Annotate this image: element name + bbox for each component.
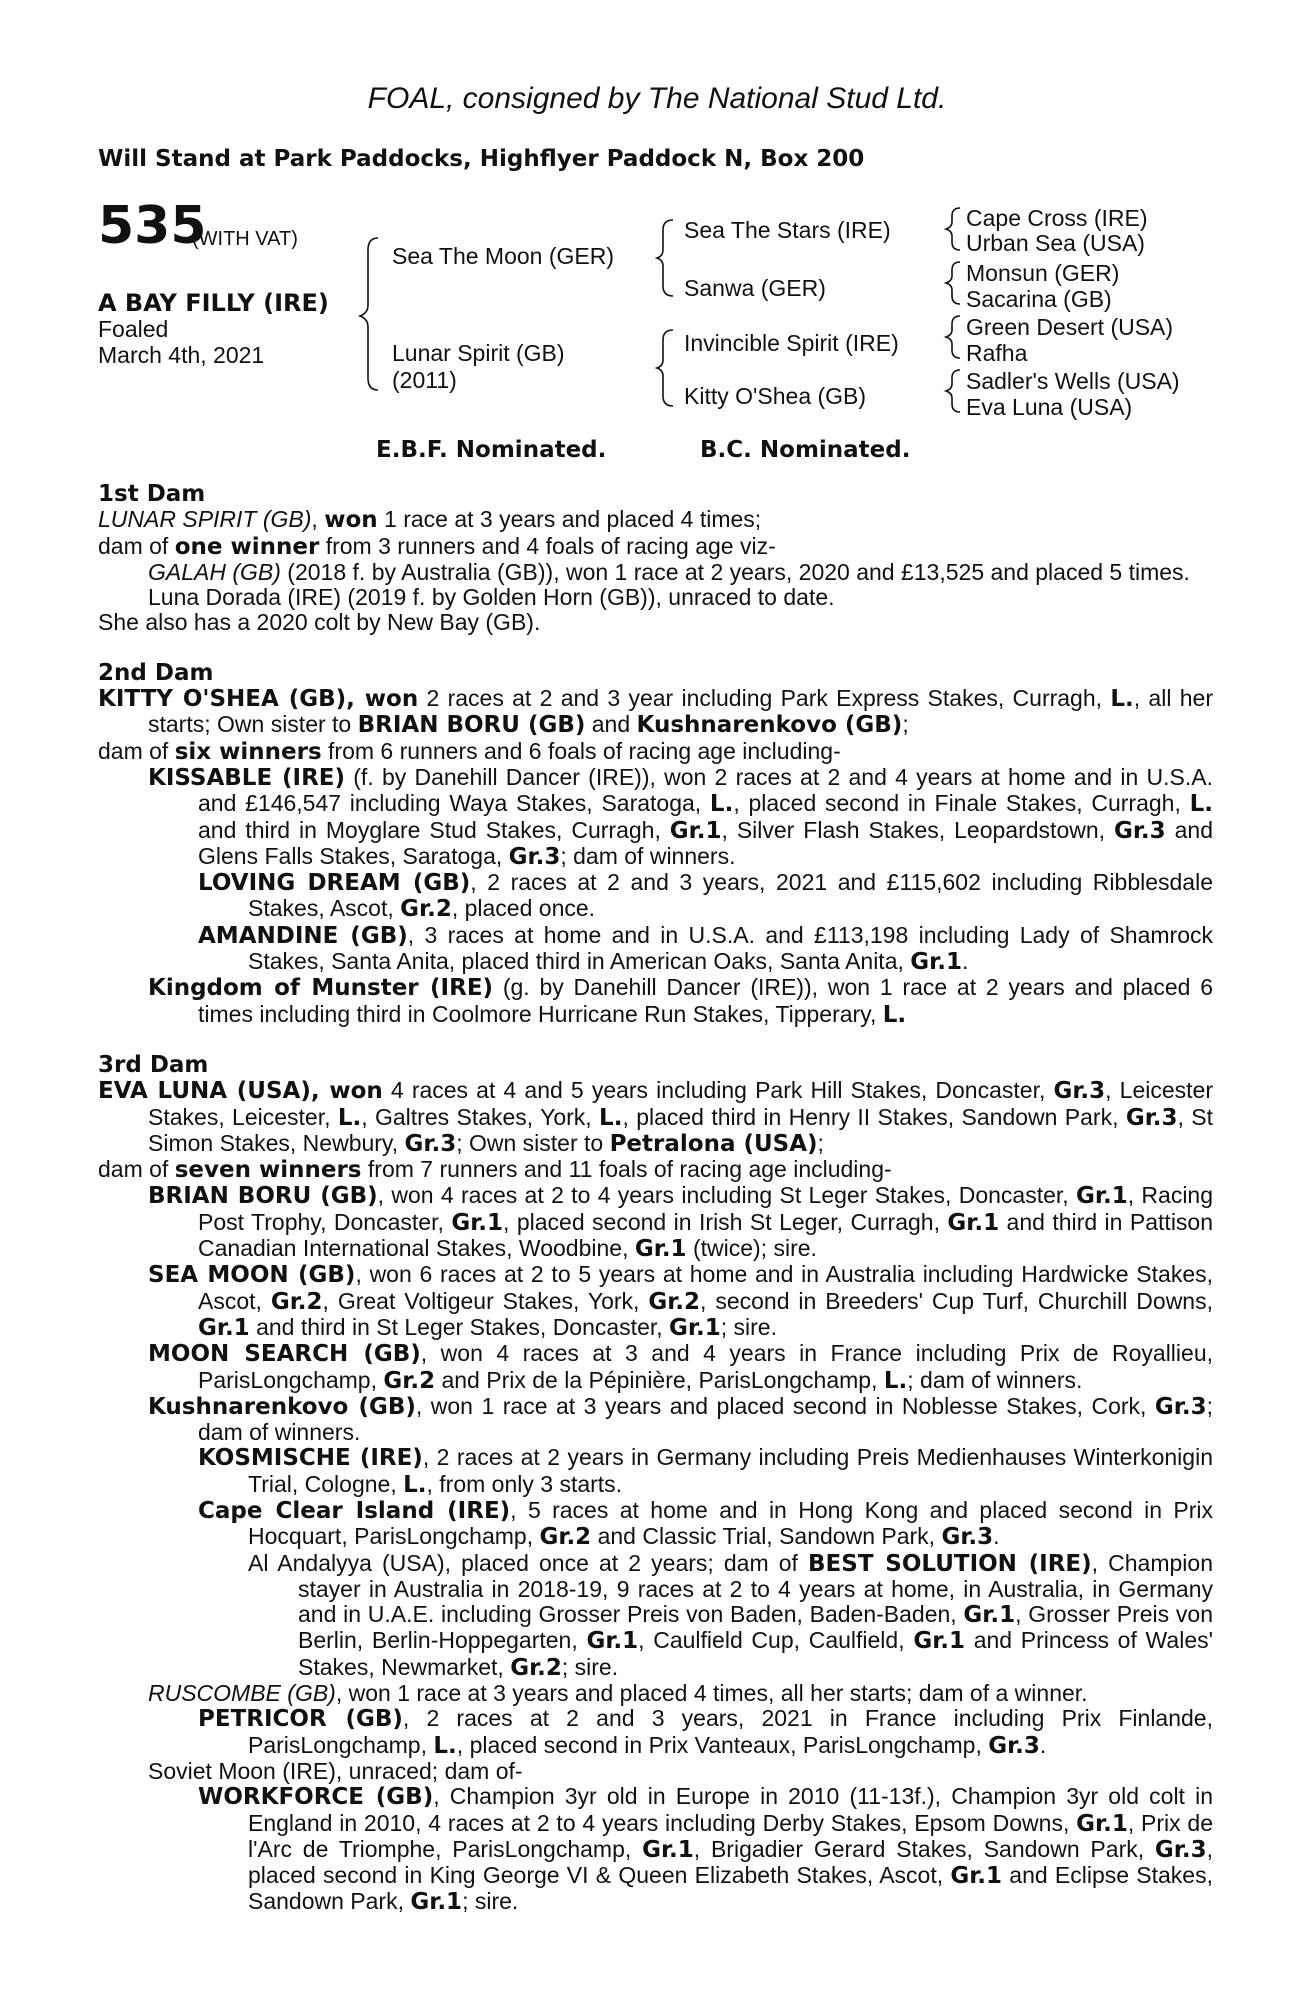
first-dam-line: LUNAR SPIRIT (GB), won 1 race at 3 years and placed 4 times; xyxy=(98,506,762,534)
bracket-dam xyxy=(657,330,673,406)
consignor-heading: FOAL, consigned by The National Stud Ltd. xyxy=(367,82,947,115)
pedigree-dam: Lunar Spirit (GB) xyxy=(392,340,565,366)
produce-luna-dorada: Luna Dorada (IRE) (2019 f. by Golden Horn (GB)), unraced to date. xyxy=(148,584,835,611)
produce-sea-moon: SEA MOON (GB), won 6 races at 2 to 5 years at home and in Australia including Hardwicke Stakes, Ascot, Gr.2, Great Voltigeur Stakes, York, Gr.2, second in Breeders' Cup Turf, Churchill Downs, Gr.1 and third in St Leger Stakes, Doncaster, Gr.1; sire. xyxy=(148,1261,1214,1341)
produce-also: She also has a 2020 colt by New Bay (GB). xyxy=(98,609,541,636)
pedigree-g7: Sadler's Wells (USA) xyxy=(966,368,1180,394)
second-dam-heading: 2nd Dam xyxy=(98,659,214,686)
bracket-g1 xyxy=(946,208,960,250)
produce-al-andalyya: Al Andalyya (USA), placed once at 2 years; dam of BEST SOLUTION (IRE), Champion stayer in Australia in 2018-19, 9 races at 2 to 4 years at home, in Australia, in Germany and in U.A.E. including Grosser Preis von Baden, Baden-Baden, Gr.1, Grosser Preis von Berlin, Berlin-Hoppegarten, Gr.1, Caulfield Cup, Caulfield, Gr.1 and Princess of Wales' Stakes, Newmarket, Gr.2; sire. xyxy=(248,1549,1213,1681)
produce-amandine: AMANDINE (GB), 3 races at home and in U.S.A. and £113,198 including Lady of Shamrock Stakes, Santa Anita, placed third in American Oaks, Santa Anita, Gr.1. xyxy=(198,921,1213,976)
produce-kingdom-of-munster: Kingdom of Munster (IRE) (g. by Danehill Dancer (IRE)), won 1 race at 2 years and placed 6 times including third in Coolmore Hurricane Run Stakes, Tipperary, L. xyxy=(148,974,1214,1028)
bc-nominated: B.C. Nominated. xyxy=(700,437,911,463)
foaled-date: March 4th, 2021 xyxy=(98,342,265,368)
produce-moon-search: MOON SEARCH (GB), won 4 races at 3 and 4 years in France including Prix de Royallieu, ParisLongchamp, Gr.2 and Prix de la Pépinière, ParisLongchamp, L.; dam of winners. xyxy=(148,1340,1214,1394)
pedigree-g4: Sacarina (GB) xyxy=(966,286,1112,312)
pedigree-sire: Sea The Moon (GER) xyxy=(392,243,615,269)
pedigree-dam-year: (2011) xyxy=(392,367,457,393)
produce-ruscombe: RUSCOMBE (GB), won 1 race at 3 years and placed 4 times, all her starts; dam of a winner. xyxy=(148,1680,1088,1707)
first-dam-heading: 1st Dam xyxy=(98,481,206,507)
bracket-generation-1 xyxy=(360,238,378,390)
pedigree-g6: Rafha xyxy=(966,340,1028,366)
first-dam-produce-summary: dam of one winner from 3 runners and 4 foals of racing age viz- xyxy=(98,532,776,560)
lot-description: A BAY FILLY (IRE) xyxy=(98,289,329,317)
produce-workforce: WORKFORCE (GB), Champion 3yr old in Europe in 2010 (11-13f.), Champion 3yr old colt in England in 2010, 4 races at 2 to 4 years including Derby Stakes, Epsom Downs, Gr.1, Prix de l'Arc de Triomphe, ParisLongchamp, Gr.1, Brigadier Gerard Stakes, Sandown Park, Gr.3, placed second in King George VI & Queen Elizabeth Stakes, Ascot, Gr.1 and Eclipse Stakes, Sandown Park, Gr.1; sire. xyxy=(198,1783,1214,1916)
bracket-g4 xyxy=(946,370,960,412)
third-dam-line: EVA LUNA (USA), won 4 races at 4 and 5 years including Park Hill Stakes, Doncaster, Gr.3, Leicester Stakes, Leicester, L., Galtres Stakes, York, L., placed third in Henry II Stakes, Sandown Park, Gr.3, St Simon Stakes, Newbury, Gr.3; Own sister to Petralona (USA); xyxy=(98,1077,1214,1157)
pedigree-g1: Cape Cross (IRE) xyxy=(966,205,1148,231)
stand-location: Will Stand at Park Paddocks, Highflyer Paddock N, Box 200 xyxy=(98,146,865,172)
pedigree-g2: Urban Sea (USA) xyxy=(966,230,1145,256)
bracket-sire xyxy=(657,220,673,296)
dam-name: LUNAR SPIRIT (GB) xyxy=(98,506,312,533)
third-dam-produce-summary: dam of seven winners from 7 runners and 11 foals of racing age including- xyxy=(98,1156,892,1184)
pedigree-sire-sire: Sea The Stars (IRE) xyxy=(684,217,891,243)
pedigree-g8: Eva Luna (USA) xyxy=(966,394,1133,420)
produce-loving-dream: LOVING DREAM (GB), 2 races at 2 and 3 years, 2021 and £115,602 including Ribblesdale Stakes, Ascot, Gr.2, placed once. xyxy=(198,869,1213,923)
bracket-g2 xyxy=(946,262,960,304)
produce-kushnarenkovo: Kushnarenkovo (GB), won 1 race at 3 years and placed second in Noblesse Stakes, Cork, Gr.3; dam of winners. xyxy=(148,1392,1213,1446)
ebf-nominated: E.B.F. Nominated. xyxy=(376,437,607,463)
produce-cape-clear-island: Cape Clear Island (IRE), 5 races at home and in Hong Kong and placed second in Prix Hocquart, ParisLongchamp, Gr.2 and Classic Trial, Sandown Park, Gr.3. xyxy=(198,1496,1214,1551)
second-dam-produce-summary: dam of six winners from 6 runners and 6 foals of racing age including- xyxy=(98,737,841,765)
second-dam-line: KITTY O'SHEA (GB), won 2 races at 2 and 3 year including Park Express Stakes, Curragh, L., all her starts; Own sister to BRIAN BORU (GB) and Kushnarenkovo (GB); xyxy=(98,685,1213,739)
produce-soviet-moon: Soviet Moon (IRE), unraced; dam of- xyxy=(148,1757,523,1784)
produce-record xyxy=(98,482,1213,1916)
pedigree-sire-dam: Sanwa (GER) xyxy=(684,275,826,301)
lot-number: 535 xyxy=(98,196,207,256)
pedigree-dam-sire: Invincible Spirit (IRE) xyxy=(684,330,899,356)
bracket-g3 xyxy=(946,316,960,358)
pedigree-g5: Green Desert (USA) xyxy=(966,314,1174,340)
produce-petricor: PETRICOR (GB), 2 races at 2 and 3 years, 2021 in France including Prix Finlande, ParisLongchamp, L., placed second in Prix Vanteaux, ParisLongchamp, Gr.3. xyxy=(198,1705,1213,1759)
vat-note: (WITH VAT) xyxy=(192,228,298,250)
produce-kosmische: KOSMISCHE (IRE), 2 races at 2 years in Germany including Preis Medienhauses Winterkonigin Trial, Cologne, L., from only 3 starts. xyxy=(198,1444,1213,1498)
foaled-label: Foaled xyxy=(98,316,169,342)
produce-brian-boru: BRIAN BORU (GB), won 4 races at 2 to 4 years including St Leger Stakes, Doncaster, Gr.1, Racing Post Trophy, Doncaster, Gr.1, placed second in Irish St Leger, Curragh, Gr.1 and third in Pattison Canadian International Stakes, Woodbine, Gr.1 (twice); sire. xyxy=(148,1182,1214,1263)
produce-galah: GALAH (GB) (2018 f. by Australia (GB)), won 1 race at 2 years, 2020 and £13,525 and placed 5 times. xyxy=(148,558,1190,585)
pedigree-dam-dam: Kitty O'Shea (GB) xyxy=(684,383,867,409)
produce-kissable: KISSABLE (IRE) (f. by Danehill Dancer (IRE)), won 2 races at 2 and 4 years at home and in U.S.A. and £146,547 including Waya Stakes, Saratoga, L., placed second in Finale Stakes, Curragh, L. and third in Moyglare Stud Stakes, Curragh, Gr.1, Silver Flash Stakes, Leopardstown, Gr.3 and Glens Falls Stakes, Saratoga, Gr.3; dam of winners. xyxy=(148,763,1213,870)
pedigree-g3: Monsun (GER) xyxy=(966,260,1120,286)
third-dam-heading: 3rd Dam xyxy=(98,1051,209,1078)
